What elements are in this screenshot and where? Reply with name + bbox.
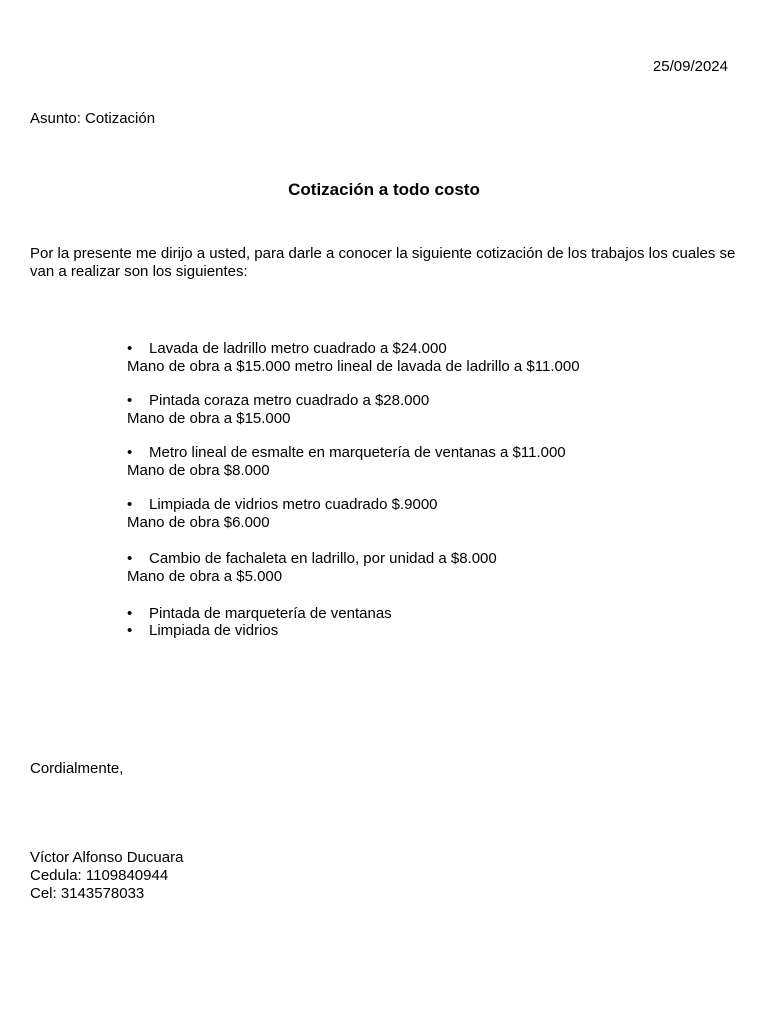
- quote-item: [127, 496, 438, 532]
- quote-item: [127, 622, 278, 640]
- letter-title: Cotización a todo costo: [288, 180, 480, 199]
- quote-item-label: Pintada coraza metro cuadrado a $28.000: [149, 392, 430, 409]
- letter-date: 25/09/2024: [652, 58, 728, 75]
- bullet-icon: •: [127, 340, 133, 357]
- bullet-icon: •: [127, 496, 133, 513]
- letter-closing: Cordialmente,: [30, 760, 124, 777]
- quote-item: [127, 392, 429, 428]
- quote-item: [127, 550, 497, 586]
- quote-item-label: Lavada de ladrillo metro cuadrado a $24.000: [149, 340, 447, 357]
- signature-phone: Cel: 3143578033: [30, 885, 145, 902]
- bullet-icon: •: [127, 550, 133, 567]
- letter-subject: Asunto: Cotización: [30, 110, 156, 127]
- quote-item-detail: Mano de obra $8.000: [127, 462, 270, 479]
- bullet-icon: •: [127, 444, 133, 461]
- signature-block: [30, 849, 183, 903]
- quote-item-label: Metro lineal de esmalte en marquetería de ventanas a $11.000: [149, 444, 566, 461]
- quote-item-label: Limpiada de vidrios: [149, 622, 279, 639]
- bullet-icon: •: [127, 622, 133, 639]
- quote-item-label: Cambio de fachaleta en ladrillo, por unidad a $8.000: [149, 550, 497, 567]
- quote-item-detail: Mano de obra a $5.000: [127, 568, 283, 585]
- bullet-icon: •: [127, 392, 133, 409]
- quote-item-detail: Mano de obra a $15.000 metro lineal de lavada de ladrillo a $11.000: [127, 358, 580, 375]
- letter-intro: Por la presente me dirijo a usted, para darle a conocer la siguiente cotización de los trabajos los cuales se van a realizar son los siguientes:: [30, 245, 736, 280]
- quote-item: [127, 444, 566, 480]
- quote-item-label: Pintada de marquetería de ventanas: [149, 605, 392, 622]
- quote-item-label: Limpiada de vidrios metro cuadrado $.9000: [149, 496, 438, 513]
- bullet-icon: •: [127, 605, 133, 622]
- quote-item: [127, 340, 580, 376]
- signature-name: Víctor Alfonso Ducuara: [30, 849, 184, 866]
- quote-item-detail: Mano de obra a $15.000: [127, 410, 291, 427]
- signature-id: Cedula: 1109840944: [30, 867, 169, 884]
- quote-item: [127, 605, 392, 623]
- quote-item-detail: Mano de obra $6.000: [127, 514, 270, 531]
